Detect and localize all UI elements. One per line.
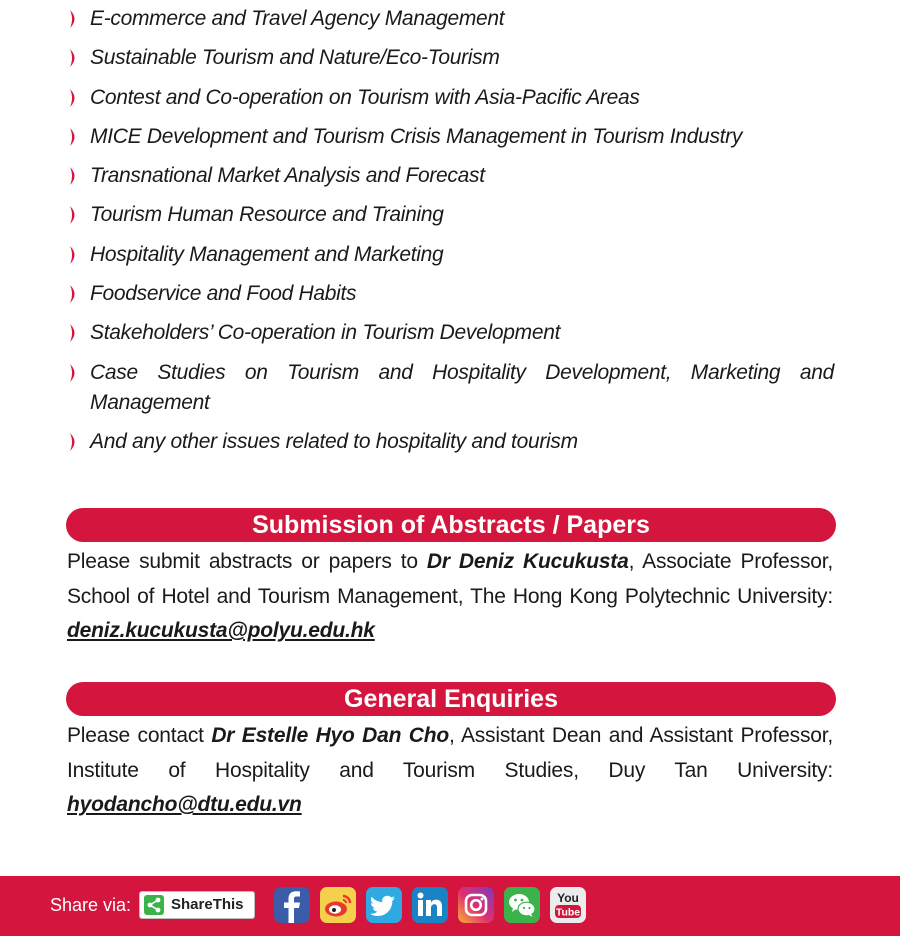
list-item: [68, 83, 834, 113]
crescent-bullet-icon: [69, 89, 79, 107]
topic-text: Tourism Human Resource and Training: [90, 203, 444, 227]
list-item: [68, 43, 834, 73]
topic-text: Transnational Market Analysis and Forecast: [90, 164, 485, 188]
crescent-bullet-icon: [69, 246, 79, 264]
submission-text-before: Please submit abstracts or papers to: [67, 550, 427, 573]
weibo-icon[interactable]: [320, 887, 356, 923]
list-item: [68, 358, 834, 418]
enquiries-contact-name: Dr Estelle Hyo Dan Cho: [211, 724, 449, 747]
enquiries-paragraph: [67, 719, 833, 823]
topic-text: And any other issues related to hospitality and tourism: [90, 429, 578, 453]
topic-text: Sustainable Tourism and Nature/Eco-Tourism: [90, 46, 500, 70]
topic-text: Contest and Co-operation on Tourism with Asia-Pacific Areas: [90, 85, 640, 109]
submission-paragraph: [67, 545, 833, 649]
list-item: [68, 122, 834, 152]
topic-text: MICE Development and Tourism Crisis Management in Tourism Industry: [90, 124, 743, 148]
sharethis-label: ShareThis: [171, 896, 244, 913]
list-item: [68, 200, 834, 230]
crescent-bullet-icon: [69, 364, 79, 382]
crescent-bullet-icon: [69, 433, 79, 451]
facebook-icon[interactable]: [274, 887, 310, 923]
topic-text: Case Studies on Tourism and Hospitality Development, Marketing and Management: [90, 360, 834, 414]
enquiries-email-link[interactable]: hyodancho@dtu.edu.vn: [67, 793, 302, 816]
list-item: [68, 279, 834, 309]
crescent-bullet-icon: [69, 167, 79, 185]
list-item: [68, 4, 834, 34]
list-item: [68, 427, 834, 457]
submission-heading: Submission of Abstracts / Papers: [66, 508, 836, 542]
youtube-icon[interactable]: [550, 887, 586, 923]
topic-text: Hospitality Management and Marketing: [90, 242, 444, 266]
wechat-icon[interactable]: [504, 887, 540, 923]
submission-contact-name: Dr Deniz Kucukusta: [426, 550, 629, 573]
crescent-bullet-icon: [69, 285, 79, 303]
submission-email-link[interactable]: deniz.kucukusta@polyu.edu.hk: [67, 619, 375, 642]
list-item: [68, 318, 834, 348]
list-item: [68, 161, 834, 191]
crescent-bullet-icon: [69, 49, 79, 67]
list-item: [68, 240, 834, 270]
enquiries-text-after: , Assistant Dean and Assistant Professor, Institute of Hospitality and Tourism Studies, Duy Tan University:: [67, 724, 833, 782]
twitter-icon[interactable]: [366, 887, 402, 923]
instagram-icon[interactable]: [458, 887, 494, 923]
topic-text: E-commerce and Travel Agency Management: [90, 7, 505, 30]
topic-text: Foodservice and Food Habits: [90, 282, 357, 306]
crescent-bullet-icon: [69, 324, 79, 342]
topics-list: [68, 4, 834, 466]
crescent-bullet-icon: [69, 128, 79, 146]
svg-text:You: You: [557, 891, 579, 905]
share-icon: [144, 895, 164, 915]
linkedin-icon[interactable]: [412, 887, 448, 923]
crescent-bullet-icon: [69, 10, 79, 28]
share-bar: [0, 876, 900, 936]
crescent-bullet-icon: [69, 206, 79, 224]
svg-text:Tube: Tube: [555, 906, 581, 919]
enquiries-text-before: Please contact: [67, 724, 212, 747]
share-label: Share via:: [50, 895, 132, 915]
topic-text: Stakeholders’ Co-operation in Tourism Development: [90, 321, 561, 345]
enquiries-heading: General Enquiries: [66, 682, 836, 716]
submission-text-after: , Associate Professor, School of Hotel and Tourism Management, The Hong Kong Polytechnic University:: [67, 550, 834, 608]
sharethis-button[interactable]: [139, 891, 255, 919]
